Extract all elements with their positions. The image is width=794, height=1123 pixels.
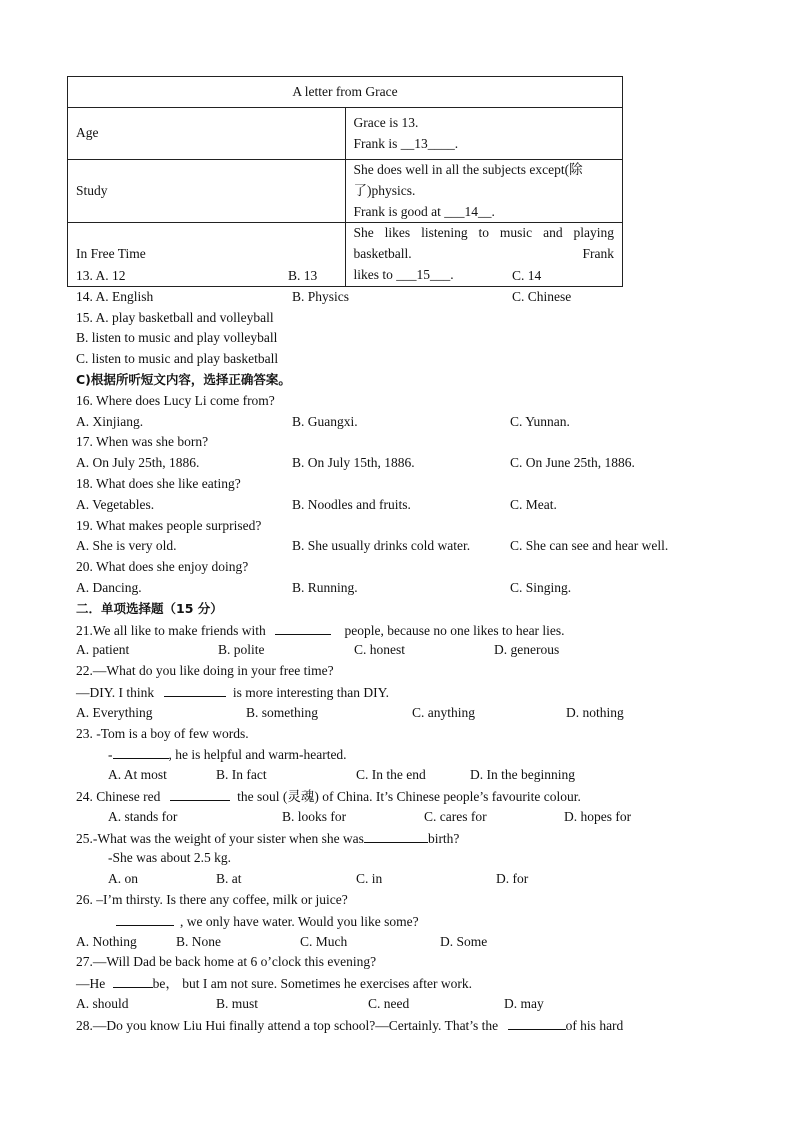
option-b: B. Guangxi. — [292, 413, 358, 429]
question-25-reply: -She was about 2.5 kg. — [108, 850, 231, 866]
stem-text: 28.—Do you know Liu Hui finally attend a top school?—Certainly. That’s the — [76, 1017, 499, 1033]
row-content — [345, 160, 623, 223]
table-row — [68, 108, 623, 160]
answer-blank[interactable] — [170, 786, 230, 801]
question-20-options — [76, 578, 736, 599]
question-19-options — [76, 536, 736, 557]
question-25-stem — [76, 828, 736, 849]
answer-blank[interactable] — [364, 828, 428, 843]
question-13 — [76, 266, 736, 287]
question-22-options — [76, 703, 736, 724]
option-c: C. She can see and hear well. — [510, 538, 669, 554]
option-a: A. on — [108, 871, 138, 887]
question-21-stem — [76, 620, 736, 641]
row-line: Frank is good at ___14__. — [353, 203, 495, 219]
question-24-options — [76, 807, 736, 828]
answer-blank[interactable] — [508, 1015, 566, 1030]
answer-blank[interactable] — [113, 744, 169, 759]
option-c: C. Meat. — [510, 496, 557, 512]
stem-text: —DIY. I think — [76, 684, 155, 700]
question-22-stem: 22.—What do you like doing in your free time? — [76, 663, 334, 679]
question-15-a: 15. A. play basketball and volleyball — [76, 309, 274, 325]
option-a: A. She is very old. — [76, 538, 177, 554]
option-c: C. Singing. — [510, 579, 572, 595]
option-a: 13. A. 12 — [76, 268, 126, 283]
option-d: D. generous — [494, 642, 560, 658]
option-b: B. looks for — [282, 808, 347, 824]
option-d: D. may — [504, 995, 544, 1011]
option-a: A. On July 25th, 1886. — [76, 455, 200, 471]
option-a: A. patient — [76, 642, 130, 658]
stem-text: - — [108, 747, 113, 763]
stem-text: people, because no one likes to hear lies. — [344, 622, 565, 638]
question-18-stem: 18. What does she like eating? — [76, 475, 241, 491]
option-c: C. need — [368, 995, 410, 1011]
question-23-stem: 23. -Tom is a boy of few words. — [76, 725, 249, 741]
questions — [76, 266, 736, 1035]
question-28-stem — [76, 1015, 736, 1036]
question-26-reply — [76, 911, 736, 932]
option-b: B. polite — [218, 642, 265, 658]
option-b: B. Noodles and fruits. — [292, 496, 411, 512]
question-16-options — [76, 412, 736, 433]
stem-text: of his hard — [565, 1017, 624, 1033]
option-b: B. Physics — [292, 288, 350, 304]
row-line: Grace is 13. — [353, 114, 419, 130]
section-2-heading: 二．单项选择题（15 分） — [76, 600, 223, 616]
option-a: A. Dancing. — [76, 579, 142, 595]
option-a: A. Xinjiang. — [76, 413, 144, 429]
stem-text: 21.We all like to make friends with — [76, 622, 266, 638]
question-15-b: B. listen to music and play volleyball — [76, 330, 278, 346]
option-b: B. Running. — [292, 579, 358, 595]
option-c: C. Chinese — [512, 288, 572, 304]
option-b: B. something — [246, 704, 319, 720]
row-content — [345, 108, 623, 160]
option-a: A. Everything — [76, 704, 153, 720]
stem-text: the soul (灵魂) of China. It’s Chinese people’s favourite colour. — [237, 788, 581, 804]
option-a: A. At most — [108, 767, 167, 783]
question-23-reply — [76, 744, 736, 765]
question-27-stem: 27.—Will Dad be back home at 6 o’clock this evening? — [76, 954, 377, 970]
question-19-stem: 19. What makes people surprised? — [76, 517, 262, 533]
row-label: Study — [68, 160, 346, 223]
stem-text: is more interesting than DIY. — [232, 684, 389, 700]
question-17-stem: 17. When was she born? — [76, 434, 209, 450]
question-17-options — [76, 453, 736, 474]
answer-blank[interactable] — [275, 620, 331, 635]
option-b: B. None — [176, 933, 221, 949]
option-a: A. Nothing — [76, 933, 137, 949]
stem-text: 24. Chinese red — [76, 788, 161, 804]
option-c: C. Much — [300, 933, 348, 949]
question-24-stem — [76, 786, 736, 807]
row-line: likes to ___15___. — [353, 266, 454, 282]
option-a: A. Vegetables. — [76, 496, 155, 512]
row-line: She does well in all the subjects except(除了)physics. — [353, 162, 583, 198]
option-d: D. nothing — [566, 704, 624, 720]
question-15-c: C. listen to music and play basketball — [76, 351, 279, 367]
option-d: D. In the beginning — [470, 767, 575, 783]
option-b: B. In fact — [216, 767, 267, 783]
option-a: A. stands for — [108, 808, 178, 824]
option-b: B. 13 — [288, 268, 318, 283]
question-26-options — [76, 932, 736, 953]
row-line: Frank is __13____. — [353, 135, 459, 151]
stem-text: —He — [76, 976, 106, 992]
question-26-stem: 26. –I’m thirsty. Is there any coffee, milk or juice? — [76, 891, 348, 907]
option-c: C. in — [356, 871, 383, 887]
stem-text: 25.-What was the weight of your sister when she was — [76, 830, 364, 846]
stem-text: be， but I am not sure. Sometimes he exercises after work. — [152, 976, 473, 992]
stem-text: , we only have water. Would you like some? — [180, 913, 419, 929]
question-20-stem: 20. What does she enjoy doing? — [76, 559, 249, 575]
row-line: She likes listening to music and playing basketball. Frank — [353, 225, 614, 262]
question-21-options — [76, 640, 736, 661]
question-23-options — [76, 765, 736, 786]
option-d: D. Some — [440, 933, 488, 949]
section-c-heading: C)根据所听短文内容，选择正确答案。 — [76, 371, 291, 387]
option-c: C. Yunnan. — [510, 413, 570, 429]
question-22-reply — [76, 682, 736, 703]
question-27-reply — [76, 973, 736, 994]
option-a: 14. A. English — [76, 288, 154, 304]
answer-blank[interactable] — [113, 973, 153, 988]
question-27-options — [76, 994, 736, 1015]
table-title: A letter from Grace — [68, 77, 623, 108]
question-18-options — [76, 495, 736, 516]
letter-table — [67, 76, 623, 287]
row-label: Age — [68, 108, 346, 160]
stem-text: , he is helpful and warm-hearted. — [168, 747, 347, 763]
option-a: A. should — [76, 995, 129, 1011]
table-row — [68, 160, 623, 223]
question-14 — [76, 287, 736, 308]
option-b: B. at — [216, 871, 242, 887]
answer-blank[interactable] — [116, 911, 174, 926]
option-c: C. On June 25th, 1886. — [510, 455, 635, 471]
option-b: B. She usually drinks cold water. — [292, 538, 471, 554]
answer-blank[interactable] — [164, 682, 226, 697]
question-16-stem: 16. Where does Lucy Li come from? — [76, 392, 275, 408]
question-25-options — [76, 869, 736, 890]
option-d: D. for — [496, 871, 529, 887]
row-label: In Free Time — [68, 223, 346, 286]
option-c: C. 14 — [512, 268, 542, 283]
option-b: B. must — [216, 995, 259, 1011]
stem-text: birth? — [427, 830, 460, 846]
option-c: C. honest — [354, 642, 406, 658]
option-c: C. In the end — [356, 767, 426, 783]
option-c: C. anything — [412, 704, 475, 720]
option-c: C. cares for — [424, 808, 487, 824]
option-d: D. hopes for — [564, 808, 632, 824]
option-b: B. On July 15th, 1886. — [292, 455, 415, 471]
